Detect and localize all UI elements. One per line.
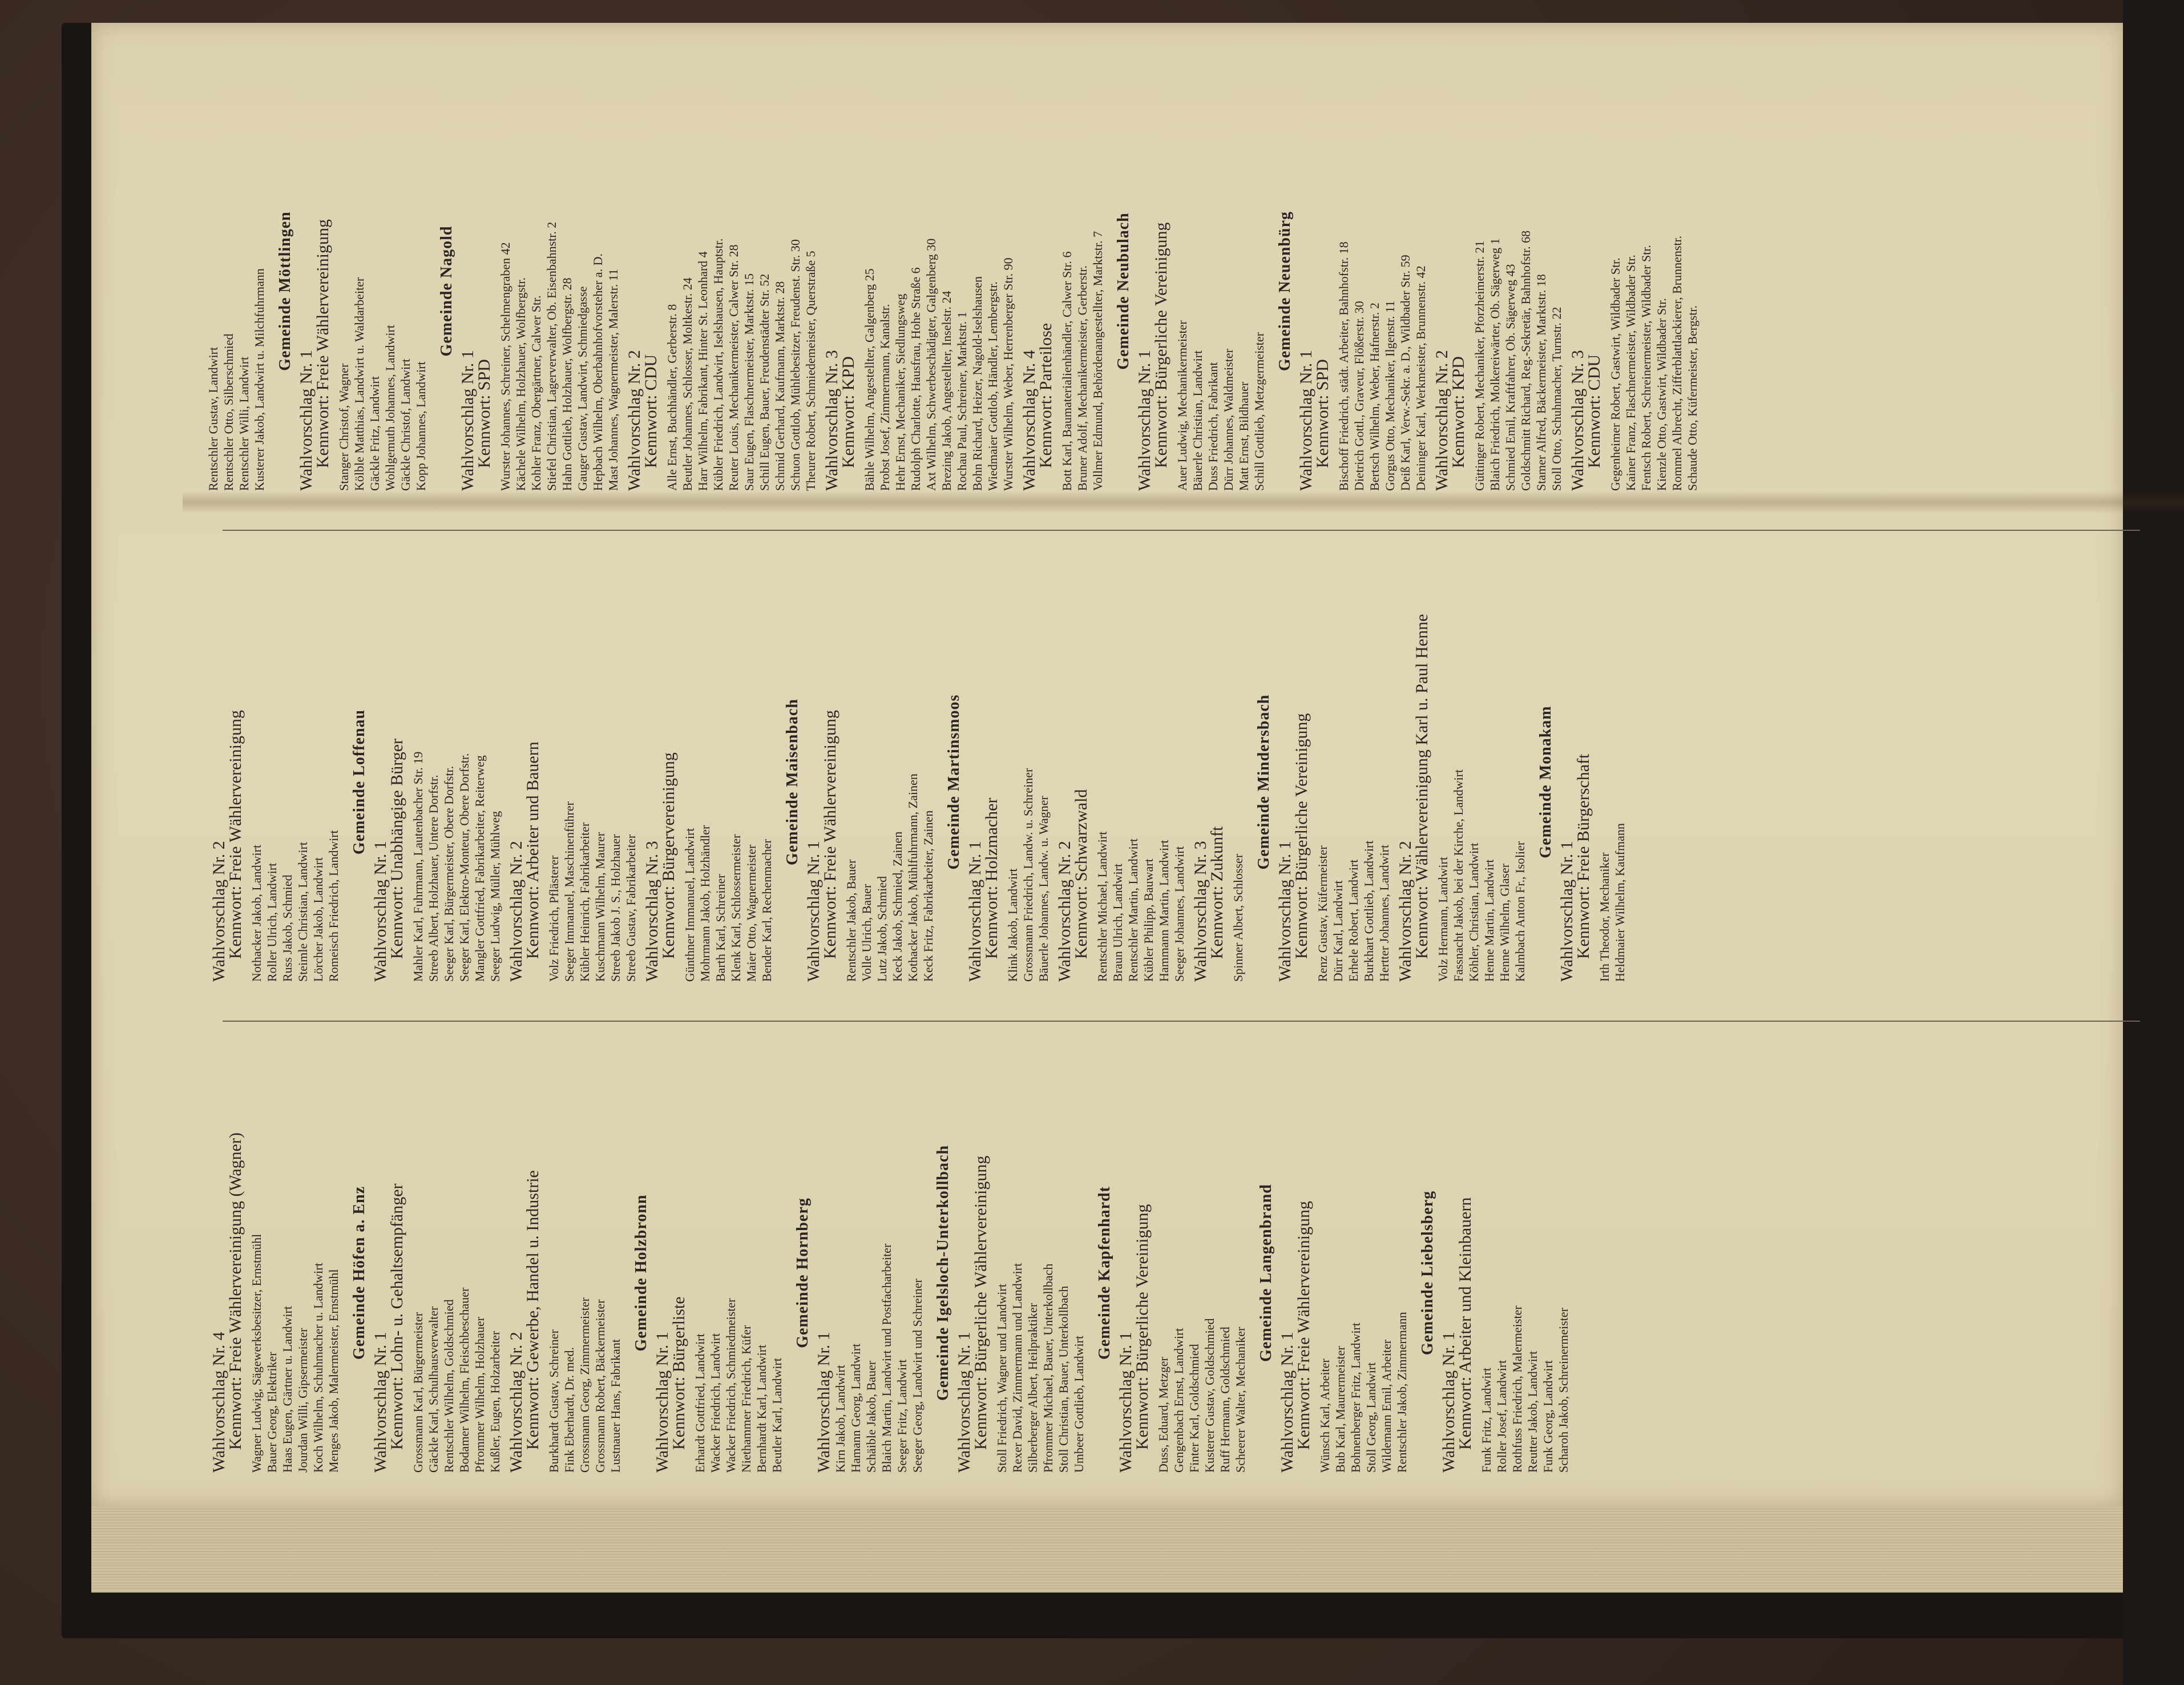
candidate-entry: Axt Wilhelm, Schwerbeschädigter, Galgenberg 30 (924, 238, 938, 491)
candidate-entry: Stoll Friedrich, Wagner und Landwirt (995, 1284, 1009, 1473)
candidate-entry: Fink Eberhardt, Dr. med. (562, 1347, 576, 1473)
candidate-list (862, 68, 1016, 491)
candidate-entry: Erhardt Gottfried, Landwirt (693, 1333, 707, 1473)
candidate-entry: Scheerer Walter, Mechaniker (1233, 1327, 1248, 1473)
candidate-list (1608, 68, 1700, 491)
candidate-entry: Koch Wilhelm, Schuhmacher u. Landwirt (311, 1263, 325, 1473)
candidate-entry: Kopp Johannes, Landwirt (414, 361, 428, 491)
candidate-entry: Streeb Jakob J. S., Holzhauer (608, 834, 623, 982)
candidate-list (1174, 68, 1267, 491)
candidate-entry: Bohn Richard, Heizer, Nagold-Iselshausen (970, 276, 984, 491)
candidate-entry: Wurster Wilhelm, Weber, Herrenberger Str. 90 (1001, 257, 1015, 491)
candidate-entry: Gauger Gustav, Landwirt, Schmiedgasse (575, 286, 590, 491)
gemeinde-heading: Gemeinde Maisenbach (784, 699, 801, 865)
candidate-entry: Kübler Friedrich, Landwirt, Iselshausen, Hauptstr. (711, 238, 725, 491)
kennwort: Kennwort: Bürgerliche Vereinigung (1133, 1204, 1152, 1450)
candidate-entry: Schaude Otto, Küfermeister, Bergstr. (1685, 305, 1699, 491)
kennwort: Kennwort: Freie Wählervereinigung (313, 219, 332, 468)
wahlvorschlag-title: Wahlvorschlag Nr. 3 (1191, 841, 1210, 982)
candidate-entry: Rentschler Gustav, Landwirt (206, 346, 220, 491)
candidate-entry: Streeb Gustav, Fabrikarbeiter (624, 834, 638, 982)
candidate-entry: Hehr Ernst, Mechaniker, Siedlungsweg (893, 293, 907, 491)
candidate-entry: Rentschler Martin, Landwirt (1126, 838, 1140, 982)
candidate-entry: Funk Georg, Landwirt (1541, 1360, 1555, 1473)
candidate-list (1317, 1050, 1410, 1473)
candidate-entry: Blaich Friedrich, Molkereiwärter, Ob. Sägerweg 1 (1488, 238, 1502, 491)
candidate-entry: Bischoff Friedrich, städt. Arbeiter, Bahnhofstr. 18 (1337, 241, 1351, 491)
candidate-entry: Bohnenberger Fritz, Landwirt (1349, 1323, 1363, 1473)
candidate-entry: Rentschler Otto, Silberschmied (221, 333, 236, 491)
candidate-entry: Grossmann Karl, Bürgermeister (411, 1312, 425, 1473)
wahlvorschlag-title: Wahlvorschlag Nr. 1 (297, 350, 316, 491)
kennwort: Kennwort: Holzmacher (982, 797, 1001, 959)
candidate-list (692, 1050, 785, 1473)
candidate-entry: Keck Jakob, Schmied, Zainen (890, 831, 905, 982)
candidate-entry: Rexer David, Zimmermann und Landwirt (1010, 1263, 1024, 1473)
gemeinde-heading: Gemeinde Monakam (1537, 706, 1555, 858)
gemeinde-heading: Gemeinde Igelsloch-Unterkollbach (934, 1144, 952, 1401)
wahlvorschlag-title: Wahlvorschlag Nr. 1 (814, 1332, 833, 1473)
candidate-entry: Gäckle Fritz, Landwirt (368, 376, 382, 491)
wahlvorschlag-title: Wahlvorschlag Nr. 2 (625, 350, 644, 491)
wahlvorschlag-title: Wahlvorschlag Nr. 1 (966, 841, 984, 982)
kennwort: Kennwort: Freie Wählervereinigung (1294, 1201, 1313, 1450)
candidate-entry: Wiedmaier Gottlob, Händler, Lembergstr. (986, 281, 1000, 491)
candidate-list (682, 559, 774, 982)
candidate-list (994, 1050, 1087, 1473)
candidate-entry: Deiß Karl, Verw.-Sekr. a. D., Wildbader Str. 59 (1398, 255, 1412, 491)
candidate-entry: Wurster Johannes, Schreiner, Schelmengraben 42 (498, 242, 512, 491)
candidate-entry: Bertsch Wilhelm, Weber, Hafnerstr. 2 (1367, 303, 1382, 491)
kennwort: Kennwort: Gewerbe, Handel u. Industrie (523, 1170, 542, 1450)
gemeinde-heading: Gemeinde Mindersbach (1255, 694, 1273, 870)
wahlvorschlag-title: Wahlvorschlag Nr. 4 (209, 1332, 228, 1473)
candidate-entry: Rentschler Michael, Landwirt (1095, 831, 1109, 982)
candidate-list (1059, 68, 1105, 491)
candidate-entry: Burkhardt Gustav, Schreiner (547, 1329, 561, 1473)
candidate-entry: Brezing Jakob, Angestellter, Inselstr. 24 (939, 291, 954, 491)
candidate-list (664, 68, 818, 491)
kennwort: Kennwort: Unabhängige Bürger (387, 738, 406, 959)
candidate-entry: Klenk Karl, Schlossermeister (729, 834, 743, 982)
gemeinde-heading: Gemeinde Nagold (438, 225, 455, 357)
gemeinde-heading: Gemeinde Möttlingen (276, 211, 294, 371)
candidate-entry: Maier Otto, Wagnermeister (744, 844, 758, 982)
candidate-entry: Bauer Georg, Elektriker (265, 1352, 279, 1473)
book-page (91, 23, 2123, 1507)
candidate-entry: Umbeer Gottlieb, Landwirt (1072, 1335, 1086, 1473)
gemeinde-heading: Gemeinde Holzbronn (632, 1194, 650, 1352)
column-3 (205, 68, 2169, 514)
candidate-entry: Bodamer Wilhelm, Fleischbeschauer (457, 1287, 471, 1473)
rotated-text-area (205, 57, 2184, 1507)
candidate-entry: Duss Friedrich, Fabrikant (1206, 362, 1220, 491)
candidate-entry: Rentschler Jakob, Bauer (844, 859, 858, 982)
kennwort: Kennwort: Bürgervereinigung (659, 752, 678, 959)
wahlvorschlag-title: Wahlvorschlag Nr. 3 (1568, 350, 1587, 491)
kennwort: Kennwort: Parteilose (1036, 323, 1055, 468)
wahlvorschlag-title: Wahlvorschlag Nr. 1 (1116, 1332, 1135, 1473)
wahlvorschlag-title: Wahlvorschlag Nr. 2 (507, 841, 526, 982)
candidate-entry: Roller Josef, Landwirt (1495, 1360, 1509, 1473)
candidate-entry: Renz Gustav, Küfermeister (1315, 845, 1330, 982)
candidate-entry: Rochau Paul, Schreiner, Marktstr. 1 (955, 312, 969, 491)
candidate-entry: Stanger Christof, Wagner (337, 363, 351, 491)
candidate-entry: Schuon Gottlob, Mühlebesitzer, Freudenst. Str. 30 (788, 239, 802, 491)
candidate-entry: Burkhart Gottlieb, Landwirt (1362, 840, 1376, 982)
candidate-entry: Hammann Martin, Landwirt (1157, 840, 1171, 982)
candidate-entry: Wacker Friedrich, Landwirt (708, 1333, 722, 1473)
candidate-entry: Hamann Georg, Landwirt (849, 1343, 863, 1473)
candidate-entry: Nothacker Jakob, Landwirt (249, 844, 264, 982)
candidate-entry: Gäckle Christof, Landwirt (398, 358, 413, 491)
candidate-entry: Goldschmitt Richard, Reg.-Sekretär, Bahnhofstr. 68 (1519, 230, 1533, 491)
gemeinde-heading: Gemeinde Martinsmoos (945, 694, 963, 870)
candidate-list (1336, 68, 1428, 491)
candidate-entry: Volle Ulrich, Bauer (859, 884, 874, 982)
kennwort: Kennwort: KPD (1449, 356, 1468, 468)
candidate-entry: Niethammer Friedrich, Küfer (739, 1325, 753, 1473)
candidate-entry: Rothfuss Friedrich, Malermeister (1510, 1305, 1524, 1473)
candidate-list (833, 1050, 925, 1473)
candidate-entry: Barth Karl, Schreiner (713, 874, 728, 982)
candidate-entry: Günthner Immanuel, Landwirt (683, 828, 697, 982)
kennwort: Kennwort: CDU (641, 354, 660, 468)
candidate-entry: Kohler Franz, Obergärtner, Calwer Str. (529, 295, 543, 491)
candidate-entry: Romeisch Friedrich, Landwirt (326, 830, 341, 982)
candidate-entry: Rommel Albrecht, Zifferblattlackierer, Brunnenstr. (1670, 235, 1684, 491)
candidate-entry: Dietrich Gottl., Graveur, Flößerstr. 30 (1352, 301, 1366, 491)
kennwort: Kennwort: SPD (1313, 359, 1332, 468)
gemeinde-heading: Gemeinde Neuenbürg (1276, 211, 1294, 372)
candidate-entry: Heldmaier Wilhelm, Kaufmann (1613, 823, 1627, 982)
wahlvorschlag-title: Wahlvorschlag Nr. 3 (822, 350, 841, 491)
candidate-entry: Dürr Johannes, Waldmeister (1221, 349, 1236, 491)
candidate-list (410, 559, 503, 982)
candidate-entry: Scharoh Jakob, Schreinermeister (1556, 1308, 1571, 1473)
candidate-entry: Stoll Christian, Bauer, Unterkollbach (1056, 1285, 1071, 1473)
candidate-entry: Bäuerle Christian, Landwirt (1190, 350, 1205, 491)
candidate-entry: Rentschler Willi, Landwirt (237, 356, 251, 491)
candidate-list (249, 1050, 341, 1473)
candidate-entry: Probst Josef, Zimmermann, Kanalstr. (878, 304, 892, 491)
candidate-entry: Stiefel Christian, Lagerverwalter, Ob. Eisenbahnstr. 2 (544, 221, 559, 491)
candidate-entry: Hahn Gottlieb, Holzhauer, Wolfbergstr. 28 (560, 277, 574, 491)
candidate-entry: Kuschmann Wilhelm, Maurer (593, 832, 607, 982)
candidate-entry: Schmied Emil, Kraftfahrer, Ob. Sägerweg 43 (1503, 264, 1517, 491)
kennwort: Kennwort: Arbeiter und Kleinbauern (1456, 1197, 1475, 1450)
kennwort: Kennwort: Freie Bürgerschaft (1574, 753, 1593, 959)
wahlvorschlag-title: Wahlvorschlag Nr. 1 (955, 1332, 974, 1473)
candidate-entry: Stoll Georg, Landwirt (1364, 1362, 1378, 1473)
candidate-list (1479, 1050, 1571, 1473)
candidate-entry: Volz Hermann, Landwirt (1436, 857, 1450, 982)
candidate-entry: Henne Wilhelm, Glaser (1497, 863, 1512, 982)
candidate-entry: Bähle Wilhelm, Angestellter, Galgenberg 25 (862, 268, 877, 491)
candidate-entry: Menges Jakob, Malermeister, Ernstmühl (326, 1269, 341, 1473)
candidate-entry: Gorgus Otto, Mechaniker, Ilgenstr. 11 (1383, 300, 1397, 491)
candidate-entry: Pfrommer Michael, Bauer, Unterkollbach (1041, 1263, 1055, 1473)
candidate-entry: Kölble Matthias, Landwirt u. Waldarbeiter (352, 277, 366, 491)
wahlvorschlag-title: Wahlvorschlag Nr. 4 (1020, 350, 1039, 491)
candidate-entry: Seeger Fritz, Landwirt (895, 1359, 909, 1473)
candidate-entry: Mahler Karl, Fuhrmann, Lautenbacher Str. 19 (411, 751, 425, 982)
candidate-entry: Bott Karl, Baumaterialienhändler, Calwer Str. 6 (1060, 251, 1074, 491)
candidate-entry: Grossmann Friedrich, Landw. u. Schreiner (1021, 768, 1035, 982)
wahlvorschlag-title: Wahlvorschlag Nr. 1 (1278, 1332, 1297, 1473)
wahlvorschlag-title: Wahlvorschlag Nr. 2 (1396, 841, 1415, 982)
candidate-entry: Gegenheimer Robert, Gastwirt, Wildbader Str. (1608, 257, 1622, 491)
candidate-entry: Bender Karl, Rechenmacher (760, 839, 774, 982)
candidate-entry: Kübler Philipp, Bauwart (1141, 858, 1156, 982)
candidate-entry: Wagner Ludwig, Sägewerksbesitzer, Ernstmühl (249, 1233, 264, 1473)
candidate-entry: Lustnauer Hans, Fabrikant (608, 1339, 623, 1473)
candidate-list (410, 1050, 503, 1473)
page-edges (91, 1507, 2123, 1593)
candidate-entry: Stamer Alfred, Bäckermeister, Marktstr. 18 (1534, 274, 1548, 491)
candidate-entry: Theurer Robert, Schmiedemeister, Querstraße 5 (804, 251, 818, 491)
gemeinde-heading: Gemeinde Langenbrand (1257, 1184, 1275, 1362)
candidate-entry: Rudolph Charlotte, Hausfrau, Hohe Straße 6 (909, 267, 923, 491)
wahlvorschlag-title: Wahlvorschlag Nr. 1 (1439, 1332, 1458, 1473)
gemeinde-heading: Gemeinde Kapfenhardt (1096, 1186, 1113, 1360)
candidate-list (205, 68, 267, 491)
candidate-entry: Haas Eugen, Gärtner u. Landwirt (280, 1305, 294, 1473)
candidate-entry: Mohrmann Jakob, Holzhändler (698, 825, 712, 982)
wahlvorschlag-title: Wahlvorschlag Nr. 1 (1135, 350, 1154, 491)
wahlvorschlag-title: Wahlvorschlag Nr. 2 (507, 1332, 526, 1473)
candidate-entry: Wohlgemuth Johannes, Landwirt (383, 325, 397, 491)
candidate-entry: Jourdan Willi, Gipsermeister (296, 1328, 310, 1473)
kennwort: Kennwort: KPD (839, 356, 858, 468)
candidate-entry: Erhele Robert, Landwirt (1346, 859, 1361, 982)
candidate-entry: Funk Fritz, Landwirt (1479, 1368, 1493, 1473)
wahlvorschlag-title: Wahlvorschlag Nr. 1 (653, 1332, 672, 1473)
candidate-entry: Braun Ulrich, Landwirt (1111, 863, 1125, 982)
candidate-entry: Henne Martin, Landwirt (1482, 859, 1496, 982)
candidate-entry: Wacker Friedrich, Schmiedmeister (724, 1298, 738, 1473)
candidate-entry: Pfrommer Wilhelm, Holzhauer (473, 1316, 487, 1473)
candidate-entry: Kainer Franz, Flaschnermeister, Wildbader Str. (1624, 255, 1638, 491)
candidate-entry: Schill Gottlieb, Metzgermeister (1252, 332, 1266, 491)
candidate-entry: Auer Ludwig, Mechanikermeister (1175, 320, 1189, 491)
candidate-list (546, 1050, 623, 1473)
candidate-entry: Roller Ulrich, Landwirt (265, 862, 279, 982)
candidate-entry: Schmid Gerhard, Kaufmann, Marktstr. 28 (773, 281, 787, 491)
candidate-entry: Hepbach Wilhelm, Oberbahnhofvorsteher a. D. (591, 253, 605, 491)
candidate-entry: Reuter Louis, Mechanikermeister, Calwer Str. 28 (726, 244, 741, 491)
kennwort: Kennwort: Bürgerliche Wählervereinigung (971, 1155, 990, 1450)
candidate-entry: Steimle Christian, Landwirt (296, 841, 310, 982)
candidate-entry: Streeb Albert, Holzhauer, Untere Dorfstr. (426, 775, 441, 982)
candidate-entry: Beutler Karl, Landwirt (770, 1358, 784, 1473)
gemeinde-heading: Gemeinde Liebelsberg (1419, 1190, 1436, 1356)
candidate-list (249, 559, 341, 982)
kennwort: Kennwort: Freie Wählervereinigung (821, 710, 839, 959)
candidate-list (1435, 559, 1528, 982)
kennwort: Kennwort: Bürgerliche Vereinigung (1292, 713, 1311, 959)
candidate-entry: Grossmann Robert, Bäckermeister (593, 1299, 607, 1473)
candidate-entry: Kußler, Eugen, Holzarbeiter (488, 1331, 502, 1473)
column-divider (223, 1021, 2140, 1022)
candidate-entry: Seeger Karl, Bürgermeister, Obere Dorfstr. (442, 765, 456, 982)
candidate-entry: Kübler Heinrich, Fabrikarbeiter (578, 822, 592, 982)
candidate-entry: Kothacker Jakob, Mühlfuhrmann, Zainen (906, 773, 920, 982)
wahlvorschlag-title: Wahlvorschlag Nr. 1 (371, 841, 390, 982)
candidate-entry: Seeger Georg, Landwirt und Schreiner (910, 1279, 925, 1473)
candidate-list (1315, 559, 1392, 982)
candidate-entry: Kirn Jakob, Landwirt (833, 1365, 847, 1473)
candidate-entry: Bruner Adolf, Mechanikermeister, Gerberstr. (1075, 265, 1089, 491)
candidate-list (843, 559, 936, 982)
column-divider (223, 530, 2140, 531)
candidate-entry: Fentsch Robert, Schreinermeister, Wildbader Str. (1639, 244, 1653, 491)
kennwort: Kennwort: Bürgerliste (669, 1296, 688, 1450)
candidate-entry: Ruff Hermann, Goldschmied (1218, 1327, 1232, 1473)
candidate-entry: Irth Theodor, Mechaniker (1597, 852, 1612, 982)
wahlvorschlag-title: Wahlvorschlag Nr. 1 (1275, 841, 1294, 982)
kennwort: Kennwort: Freie Wählervereinigung (Wagner) (226, 1132, 245, 1450)
candidate-entry: Kusterer Jakob, Landwirt u. Milchfuhrmann (252, 268, 267, 491)
candidate-entry: Hertter Johannes, Landwirt (1377, 844, 1391, 982)
wahlvorschlag-title: Wahlvorschlag Nr. 1 (1297, 350, 1315, 491)
candidate-entry: Volz Friedrich, Pflästerer (547, 855, 561, 982)
candidate-list (1597, 559, 1628, 982)
kennwort: Kennwort: Arbeiter und Bauern (523, 741, 542, 959)
candidate-entry: Gäckle Karl, Schulhausverwalter (426, 1306, 441, 1473)
wahlvorschlag-title: Wahlvorschlag Nr. 1 (458, 350, 477, 491)
candidate-entry: Spinner Albert, Schlosser (1231, 853, 1245, 982)
candidate-list (546, 559, 639, 982)
kennwort: Kennwort: Wählervereinigung Karl u. Paul Henne (1412, 614, 1431, 959)
kennwort: Kennwort: Zukunft (1208, 826, 1226, 959)
candidate-entry: Rentschler Jakob, Zimmermann (1395, 1312, 1409, 1473)
gemeinde-heading: Gemeinde Neubulach (1115, 212, 1132, 370)
candidate-entry: Matt Ernst, Bildhauer (1237, 381, 1251, 491)
candidate-list (336, 68, 429, 491)
wahlvorschlag-title: Wahlvorschlag Nr. 2 (1055, 841, 1074, 982)
wahlvorschlag-title: Wahlvorschlag Nr. 1 (804, 841, 823, 982)
candidate-entry: Bäuerle Johannes, Landw. u. Wagner (1036, 796, 1051, 982)
gemeinde-heading: Gemeinde Hornberg (794, 1198, 812, 1348)
gemeinde-heading: Gemeinde Loffenau (350, 709, 368, 855)
wahlvorschlag-title: Wahlvorschlag Nr. 2 (209, 841, 228, 982)
candidate-entry: Schäible Jakob, Bauer (864, 1360, 878, 1473)
kennwort: Kennwort: Lohn- u. Gehaltsempfänger (387, 1183, 406, 1450)
column-1 (205, 1050, 2169, 1495)
kennwort: Kennwort: SPD (475, 359, 494, 468)
candidate-entry: Reutter Jakob, Landwirt (1525, 1351, 1540, 1473)
candidate-entry: Fassnacht Jakob, bei der Kirche, Landwirt (1451, 769, 1466, 982)
candidate-entry: Beutler Johannes, Schlosser, Moltkestr. 24 (680, 277, 695, 491)
candidate-list (1005, 559, 1051, 982)
candidate-entry: Kalmbach Anton Fr., Isolier (1513, 841, 1527, 982)
candidate-entry: Güttinger Robert, Mechaniker, Pforzheimerstr. 21 (1472, 240, 1487, 491)
wahlvorschlag-title: Wahlvorschlag Nr. 1 (1557, 841, 1576, 982)
candidate-entry: Mast Johannes, Wagnermeister, Malerstr. 11 (606, 269, 620, 491)
candidate-entry: Duss, Eduard, Metzger (1156, 1357, 1170, 1473)
candidate-entry: Stoll Otto, Schuhmacher, Turnstr. 22 (1549, 307, 1564, 491)
candidate-entry: Köhler, Christian, Landwirt (1467, 842, 1481, 982)
candidate-list (1472, 68, 1564, 491)
candidate-entry: Russ Jakob, Schmied (280, 874, 294, 982)
candidate-entry: Harr Wilhelm, Fabrikant, Hinter St. Leonhard 4 (696, 251, 710, 491)
candidate-list (1230, 559, 1246, 982)
candidate-entry: Alle Ernst, Buchhändler, Gerberstr. 8 (665, 304, 679, 491)
wahlvorschlag-title: Wahlvorschlag Nr. 2 (1432, 350, 1451, 491)
candidate-entry: Schill Eugen, Bauer, Freudenstädter Str. 52 (757, 273, 772, 491)
candidate-entry: Vollmer Edmund, Behördenangestellter, Marktstr. 7 (1091, 231, 1105, 491)
kennwort: Kennwort: Freie Wählervereinigung (226, 710, 245, 959)
candidate-entry: Bub Karl, Maurermeister (1333, 1346, 1347, 1473)
candidate-entry: Kusterer Gustav, Goldschmied (1202, 1318, 1217, 1473)
kennwort: Kennwort: CDU (1585, 354, 1604, 468)
candidate-entry: Klink Jakob, Landwirt (1006, 868, 1020, 982)
candidate-entry: Blaich Martin, Landwirt und Postfacharbeiter (879, 1243, 894, 1473)
candidate-entry: Wildemann Emil, Arbeiter (1379, 1339, 1394, 1473)
kennwort: Kennwort: Schwarzwald (1072, 789, 1091, 959)
candidate-entry: Lutz Jakob, Schmied (875, 876, 889, 982)
candidate-entry: Seeger Karl, Elektro-Monteur, Obere Dorfstr. (457, 753, 471, 982)
candidate-entry: Kächele Wilhelm, Holzhauer, Wolfbergstr. (514, 277, 528, 491)
column-2 (205, 559, 2169, 1005)
candidate-entry: Rentschler Wilhelm, Goldschmied (442, 1299, 456, 1473)
candidate-entry: Mangler Gottfried, Fabrikarbeiter, Reiterweg (473, 755, 487, 982)
candidate-entry: Dürr Karl, Landwirt (1331, 880, 1345, 982)
candidate-entry: Deininger Karl, Werkmeister, Brunnenstr. 42 (1414, 265, 1428, 491)
candidate-entry: Seeger Ludwig, Müller, Mühlweg (488, 811, 502, 982)
candidate-entry: Bernhardt Karl, Landwirt (754, 1344, 769, 1473)
candidate-entry: Finter Karl, Goldschmied (1187, 1344, 1201, 1473)
candidate-entry: Kienzle Otto, Gastwirt, Wildbader Str. (1654, 298, 1669, 491)
candidate-entry: Gengenbach Ernst, Landwirt (1172, 1328, 1186, 1473)
wahlvorschlag-title: Wahlvorschlag Nr. 3 (643, 841, 661, 982)
candidate-entry: Silberberger Albert, Heilpraktiker (1026, 1303, 1040, 1473)
candidate-entry: Keck Fritz, Fabrikarbeiter, Zainen (921, 810, 935, 982)
candidate-list (1095, 559, 1187, 982)
wahlvorschlag-title: Wahlvorschlag Nr. 1 (371, 1332, 390, 1473)
kennwort: Kennwort: Bürgerliche Vereinigung (1152, 222, 1170, 468)
candidate-entry: Wünsch Karl, Arbeiter (1318, 1359, 1332, 1473)
candidate-entry: Seeger Johannes, Landwirt (1172, 846, 1186, 982)
candidate-list (498, 68, 621, 491)
candidate-entry: Lörcher Jakob, Landwirt (311, 857, 325, 982)
candidate-entry: Seeger Immanuel, Maschinenführer (562, 801, 576, 982)
gemeinde-heading: Gemeinde Höfen a. Enz (350, 1186, 368, 1360)
candidate-entry: Saur Eugen, Flaschnermeister, Marktstr. 15 (742, 273, 756, 491)
candidate-list (1156, 1050, 1248, 1473)
candidate-entry: Grossmann Georg, Zimmermeister (578, 1297, 592, 1473)
